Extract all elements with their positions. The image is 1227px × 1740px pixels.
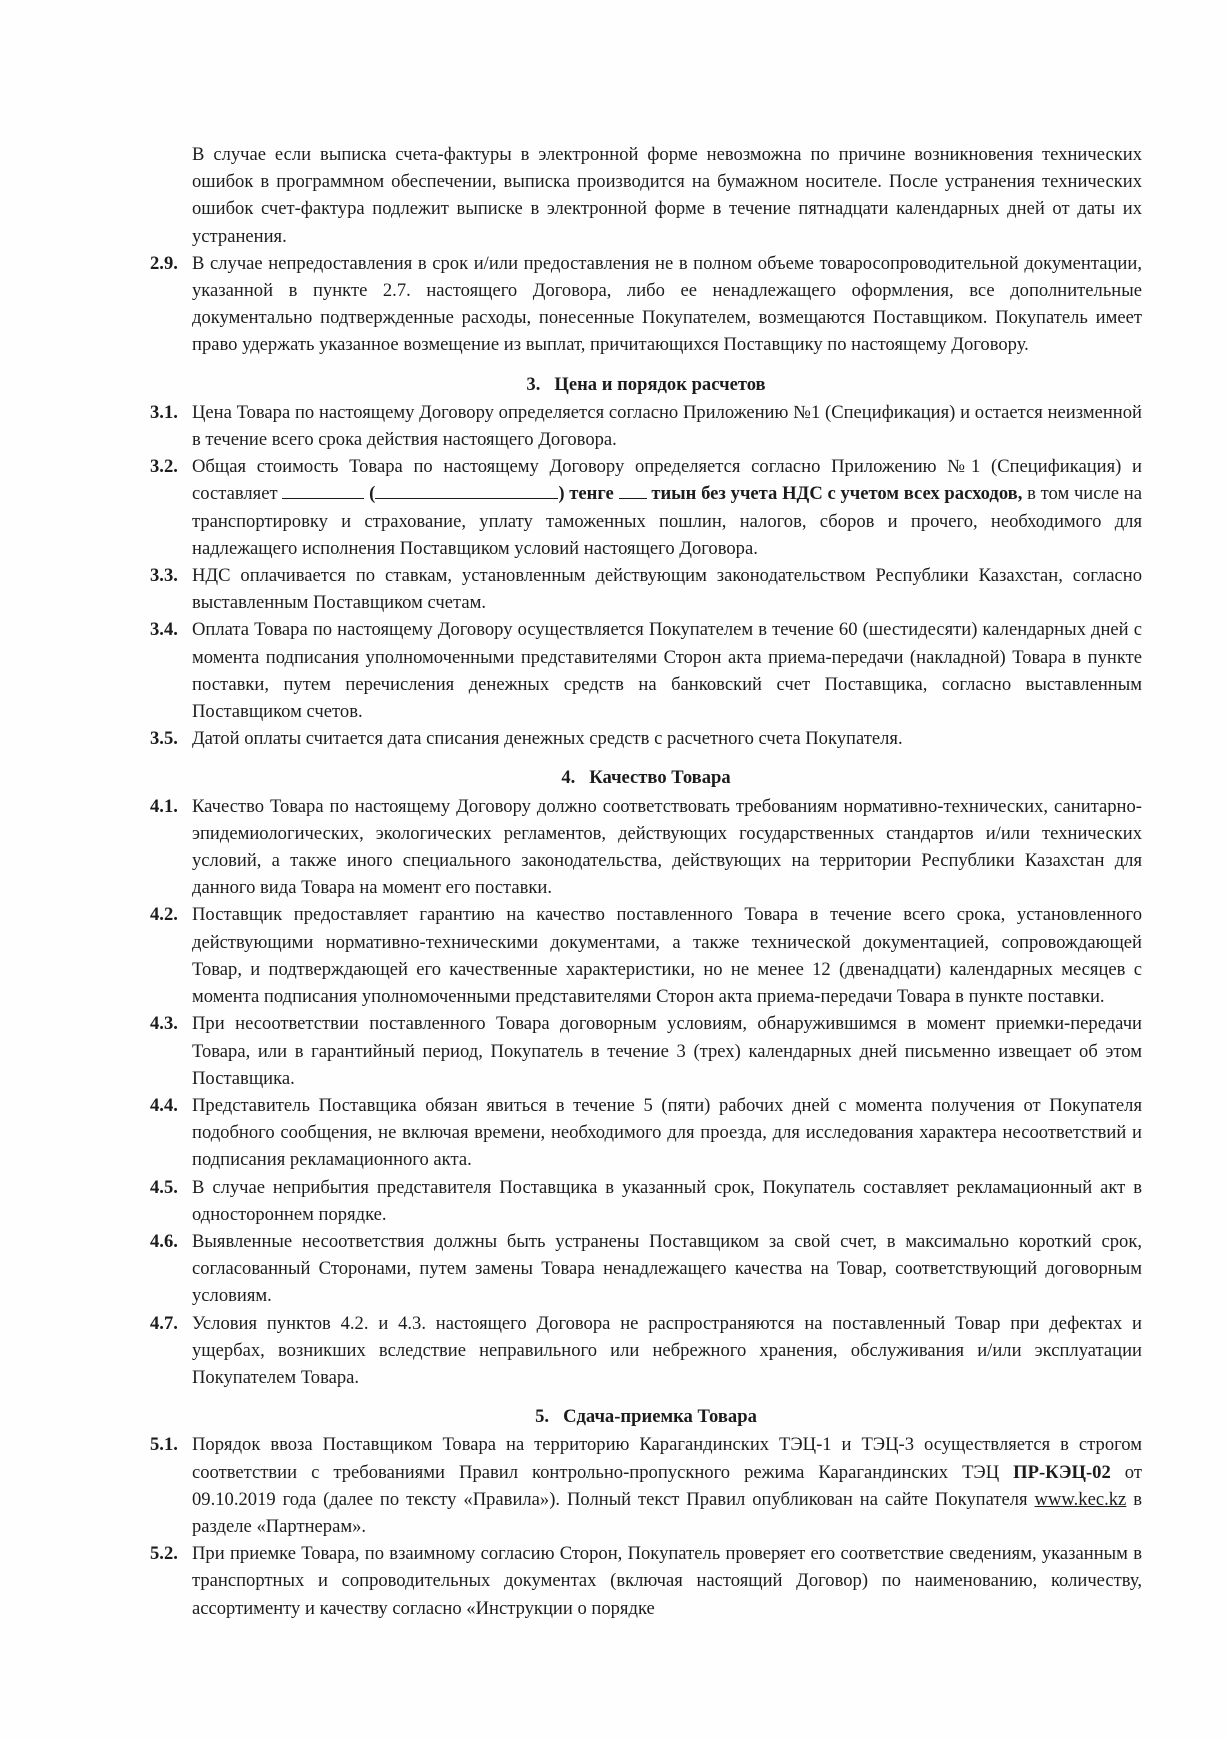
clause-3-2	[150, 453, 1142, 562]
section-title: Цена и порядок расчетов	[554, 373, 766, 395]
clause-3-5	[150, 725, 1142, 752]
section-heading-5	[150, 1403, 1142, 1430]
clause-text: В случае непредоставления в срок и/или предоставления не в полном объеме товаросопроводительной документации, указанной в пункте 2.7. настоящего Договора, либо ее ненадлежащего оформления, все дополнительные документально подтвержденные расходы, понесенные Покупателем, возмещаются Поставщиком. Покупатель имеет право удержать указанное возмещение из выплат, причитающихся Поставщику по настоящему Договору.	[192, 252, 1142, 356]
clause-4-6	[150, 1228, 1142, 1310]
website-link[interactable]: www.kec.kz	[1034, 1488, 1127, 1510]
clause-text: Выявленные несоответствия должны быть устранены Поставщиком за свой счет, в максимально короткий срок, согласованный Сторонами, путем замены Товара ненадлежащего качества на Товар, соответствующий договорным условиям.	[192, 1230, 1142, 1307]
clause-text-part: от 09.10.2019 года (далее по тексту «Правила»). Полный текст Правил опубликован на сайте Покупателя	[192, 1461, 1142, 1510]
clause-number: 4.7.	[150, 1312, 178, 1334]
regulation-code: ПР-КЭЦ-02	[1013, 1461, 1111, 1483]
clause-number: 4.3.	[150, 1013, 178, 1035]
clause-4-4	[150, 1092, 1142, 1174]
clause-4-2	[150, 901, 1142, 1010]
clause-5-2	[150, 1540, 1142, 1622]
clause-text-part: Общая стоимость Товара по настоящему Договору определяется согласно Приложению №1 (Спецификация) и составляет	[192, 456, 1142, 505]
section-title: Сдача-приемка Товара	[563, 1406, 757, 1428]
clause-number: 4.4.	[150, 1094, 178, 1116]
clause-text: Оплата Товара по настоящему Договору осуществляется Покупателем в течение 60 (шестидесяти) календарных дней с момента подписания уполномоченными представителями Сторон акта приема-передачи (накладной) Товара в пункте поставки, путем перечисления денежных средств на банковский счет Поставщика, согласно выставленным Поставщиком счетов.	[192, 619, 1142, 723]
clause-3-4	[150, 616, 1142, 725]
clause-number: 4.2.	[150, 904, 178, 926]
section-number: 3.	[526, 373, 541, 395]
clause-number: 3.5.	[150, 728, 178, 750]
clause-number: 5.2.	[150, 1543, 178, 1565]
clause-text-part: в том числе на транспортировку и страхование, уплату таможенных пошлин, налогов, сборов и прочего, необходимого для надлежащего исполнения Поставщиком условий настоящего Договора.	[192, 483, 1142, 559]
clause-number: 3.4.	[150, 619, 178, 641]
amount-open-paren: (	[369, 483, 376, 505]
clause-4-3	[150, 1010, 1142, 1092]
clause-5-1	[150, 1431, 1142, 1540]
clause-number: 3.3.	[150, 565, 178, 587]
section-heading-3	[150, 371, 1142, 398]
clause-text: Цена Товара по настоящему Договору определяется согласно Приложению №1 (Спецификация) и остается неизменной в течение всего срока действия настоящего Договора.	[192, 401, 1142, 451]
clause-text: При несоответствии поставленного Товара договорным условиям, обнаружившимся в момент приемки-передачи Товара, или в гарантийный период, Покупатель в течение 3 (трех) календарных дней письменно извещает об этом Поставщика.	[192, 1013, 1142, 1089]
clause-text	[192, 453, 1142, 562]
clause-3-1	[150, 399, 1142, 453]
section-number: 4.	[561, 767, 576, 789]
clause-number: 4.6.	[150, 1230, 178, 1252]
section-title: Качество Товара	[589, 767, 731, 789]
clause-text-part: Порядок ввоза Поставщиком Товара на территорию Карагандинских ТЭЦ-1 и ТЭЦ-3 осуществляется в строгом соответствии с требованиями Правил контрольно-пропускного режима Карагандинских ТЭЦ	[192, 1434, 1142, 1483]
clause-text: В случае неприбытия представителя Поставщика в указанный срок, Покупатель составляет рекламационный акт в одностороннем порядке.	[192, 1176, 1142, 1225]
tiyn-blank	[619, 480, 647, 499]
clause-text: При приемке Товара, по взаимному согласию Сторон, Покупатель проверяет его соответствие сведениям, указанным в транспортных и сопроводительных документах (включая настоящий Договор) по наименованию, количеству, ассортименту и качеству согласно «Инструкции о порядке	[192, 1543, 1142, 1619]
clause-4-5	[150, 1174, 1142, 1228]
clause-text-part: в разделе «Партнерам».	[192, 1488, 1142, 1537]
amount-blank	[282, 480, 364, 499]
section-heading-4	[150, 764, 1142, 791]
amount-words-blank	[375, 480, 558, 499]
clause-number: 5.1.	[150, 1434, 178, 1456]
section-number: 5.	[535, 1406, 550, 1428]
clause-number: 4.1.	[150, 795, 178, 817]
clause-number: 3.1.	[150, 401, 178, 423]
clause-text: НДС оплачивается по ставкам, установленным действующим законодательством Республики Казахстан, согласно выставленным Поставщиком счетам.	[192, 565, 1142, 614]
clause-text: Условия пунктов 4.2. и 4.3. настоящего Договора не распространяются на поставленный Товар при дефектах и ущербах, возникших вследствие неправильного или небрежного хранения, обслуживания и/или эксплуатации Покупателем Товара.	[192, 1312, 1142, 1388]
vat-clause: тиын без учета НДС с учетом всех расходов,	[651, 483, 1023, 505]
document-body	[150, 141, 1142, 1622]
clause-3-3	[150, 562, 1142, 616]
clause-text: Качество Товара по настоящему Договору должно соответствовать требованиям нормативно-технических, санитарно-эпидемиологических, экологических регламентов, действующих государственных стандартов и/или технических условий, а также иного специального законодательства, действующих на территории Республики Казахстан для данного вида Товара на момент его поставки.	[192, 795, 1142, 899]
currency-label: ) тенге	[558, 483, 614, 505]
clause-4-1	[150, 793, 1142, 902]
clause-number: 2.9.	[150, 252, 178, 274]
clause-text: Датой оплаты считается дата списания денежных средств с расчетного счета Покупателя.	[192, 728, 903, 750]
clause-text: Поставщик предоставляет гарантию на качество поставленного Товара в течение всего срока, установленного действующими нормативно-техническими документами, а также технической документацией, сопровождающей Товар, и подтверждающей его качественные характеристики, но не менее 12 (двенадцати) календарных месяцев с момента подписания уполномоченными представителями Сторон акта приема-передачи Товара в пункте поставки.	[192, 904, 1142, 1008]
clause-4-7	[150, 1310, 1142, 1392]
clause-number: 3.2.	[150, 456, 178, 478]
clause-2-9	[150, 250, 1142, 359]
clause-text: Представитель Поставщика обязан явиться в течение 5 (пяти) рабочих дней с момента получения от Покупателя подобного сообщения, не включая времени, необходимого для проезда, для исследования характера несоответствий и подписания рекламационного акта.	[192, 1094, 1142, 1171]
clause-text	[192, 1431, 1142, 1540]
intro-paragraph: В случае если выписка счета-фактуры в электронной форме невозможна по причине возникновения технических ошибок в программном обеспечении, выписка производится на бумажном носителе. После устранения технических ошибок счет-фактура подлежит выписке в электронной форме в течение пятнадцати календарных дней от даты их устранения.	[192, 144, 1142, 247]
clause-number: 4.5.	[150, 1176, 178, 1198]
